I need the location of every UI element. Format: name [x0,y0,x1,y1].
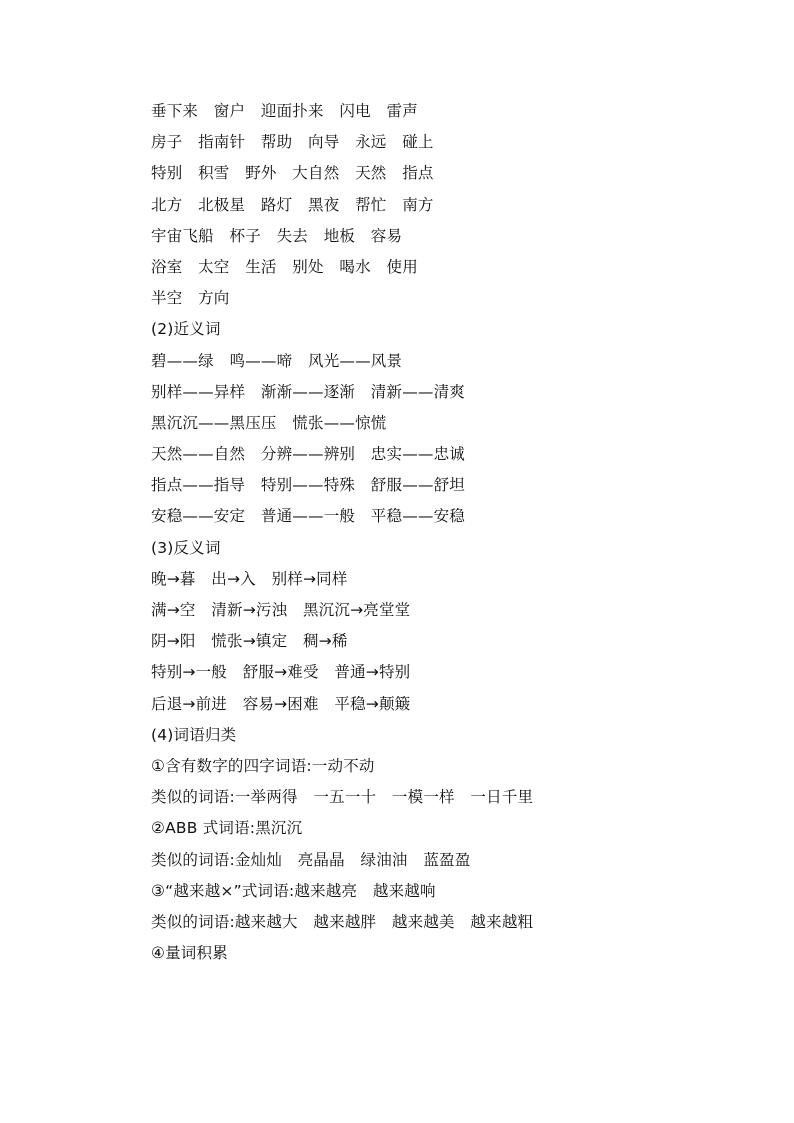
section-heading-word-classification: (4)词语归类 [151,725,237,744]
synonym-line: 黑沉沉——黑压压 慌张——惊慌 [151,413,387,432]
antonym-line: 特别→一般 舒服→难受 普通→特别 [151,663,411,682]
antonym-line: 阴→阳 慌张→镇定 稠→稀 [151,632,348,651]
classification-item: ④量词积累 [151,944,228,963]
section-heading-synonyms: (2)近义词 [151,320,221,339]
synonym-line: 别样——异样 渐渐——逐渐 清新——清爽 [151,382,466,401]
antonym-line: 后退→前进 容易→困难 平稳→颠簸 [151,694,411,713]
antonym-line: 晚→暮 出→入 别样→同样 [151,569,348,588]
classification-examples: 类似的词语:越来越大 越来越胖 越来越美 越来越粗 [151,912,534,931]
classification-item: ②ABB 式词语:黑沉沉 [151,819,303,838]
word-list-line: 半空 方向 [151,289,230,308]
classification-item: ③“越来越×”式词语:越来越亮 越来越响 [151,881,436,900]
classification-examples: 类似的词语:金灿灿 亮晶晶 绿油油 蓝盈盈 [151,850,471,869]
synonym-line: 指点——指导 特别——特殊 舒服——舒坦 [151,476,466,495]
word-list-line: 特别 积雪 野外 大自然 天然 指点 [151,164,434,183]
word-list-line: 房子 指南针 帮助 向导 永远 碰上 [151,133,434,152]
word-list-line: 宇宙飞船 杯子 失去 地板 容易 [151,226,403,245]
antonym-line: 满→空 清新→污浊 黑沉沉→亮堂堂 [151,601,411,619]
classification-item: ①含有数字的四字词语:一动不动 [151,756,375,775]
document-content [151,97,751,970]
section-heading-antonyms: (3)反义词 [151,538,221,557]
synonym-line: 安稳——安定 普通——一般 平稳——安稳 [151,507,466,526]
word-list-line: 浴室 太空 生活 别处 喝水 使用 [151,257,418,276]
synonym-line: 碧——绿 鸣——啼 风光——风景 [151,351,403,370]
word-list-line: 垂下来 窗户 迎面扑来 闪电 雷声 [151,102,418,120]
word-list-line: 北方 北极星 路灯 黑夜 帮忙 南方 [151,195,434,214]
synonym-line: 天然——自然 分辨——辨别 忠实——忠诚 [151,445,466,464]
classification-examples: 类似的词语:一举两得 一五一十 一模一样 一日千里 [151,788,534,807]
